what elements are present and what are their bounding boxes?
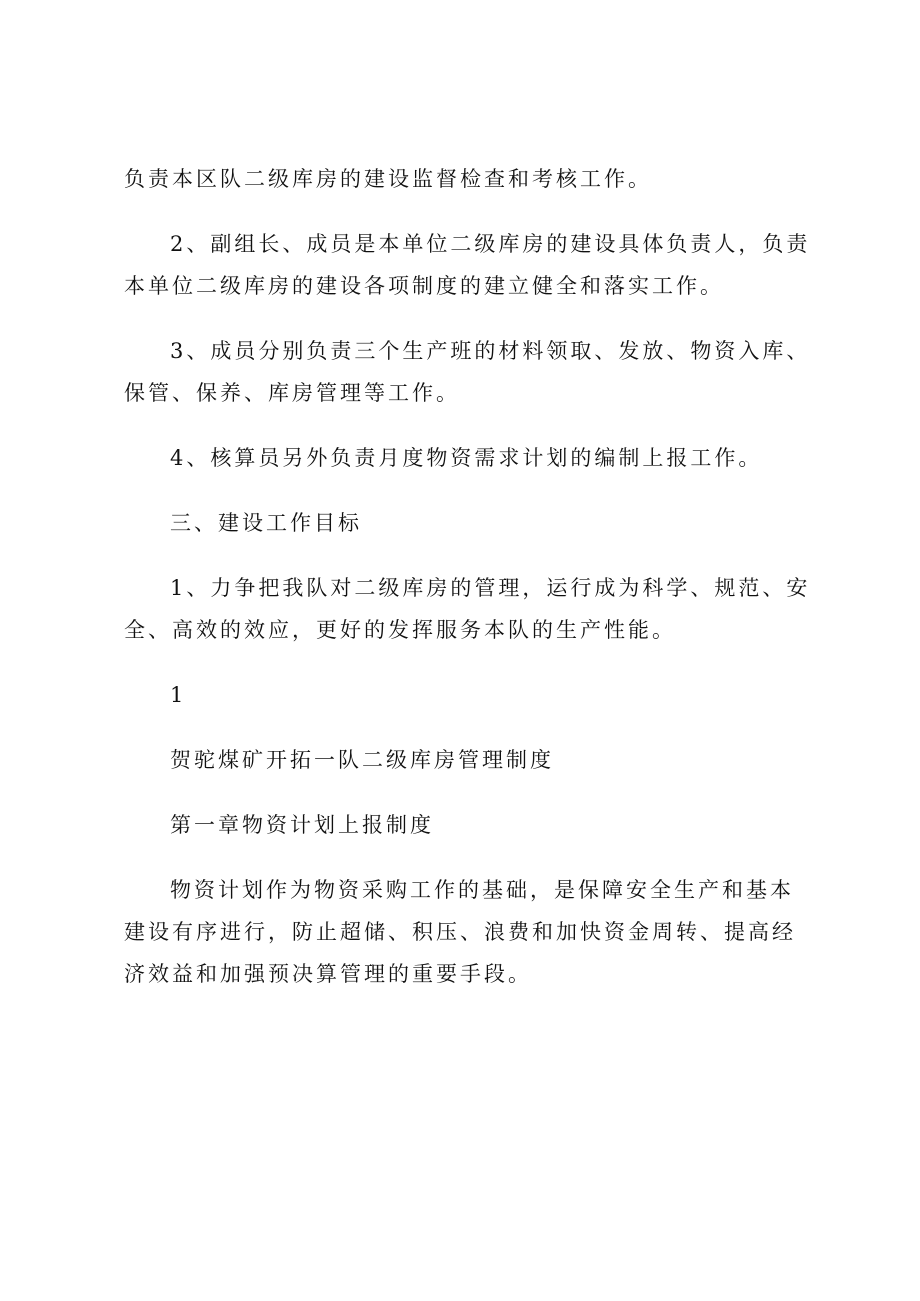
section-heading-goals: 三、建设工作目标 xyxy=(170,511,362,535)
chapter-heading: 第一章物资计划上报制度 xyxy=(170,813,434,837)
paragraph-item-4: 4、核算员另外负责月度物资需求计划的编制上报工作。 xyxy=(170,446,763,470)
paragraph-item-2: 2、副组长、成员是本单位二级库房的建设具体负责人，负责本单位二级库房的建设各项制度的建立健全和落实工作。 xyxy=(124,232,811,298)
paragraph-item-3: 3、成员分别负责三个生产班的材料领取、发放、物资入库、保管、保养、库房管理等工作。 xyxy=(124,339,811,405)
page-number: 1 xyxy=(170,683,187,707)
paragraph-chapter-intro: 物资计划作为物资采购工作的基础，是保障安全生产和基本建设有序进行，防止超储、积压、浪费和加快资金周转、提高经济效益和加强预决算管理的重要手段。 xyxy=(124,878,796,986)
paragraph-continuation: 负责本区队二级库房的建设监督检查和考核工作。 xyxy=(124,167,652,191)
document-body xyxy=(124,158,814,1018)
paragraph-goal-1: 1、力争把我队对二级库房的管理，运行成为科学、规范、安全、高效的效应，更好的发挥服务本队的生产性能。 xyxy=(124,576,811,642)
document-title: 贺驼煤矿开拓一队二级库房管理制度 xyxy=(170,748,554,772)
